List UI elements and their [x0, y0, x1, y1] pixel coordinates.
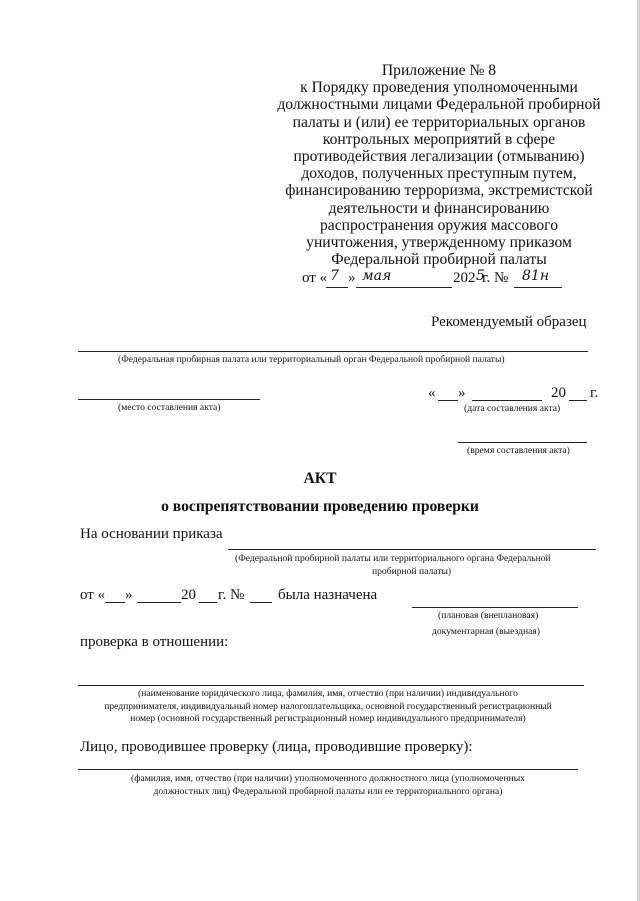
order-row-assigned: была назначена	[278, 587, 378, 603]
appendix-line: деятельности и финансированию	[328, 199, 550, 217]
inspector-line	[78, 769, 578, 770]
order-row-year-line	[199, 602, 217, 603]
order-row-century: 20	[181, 587, 196, 603]
order-month-handwritten: мая	[362, 268, 392, 284]
appendix-line: к Порядку проведения уполномоченными	[300, 79, 578, 97]
date-year-line	[569, 400, 587, 401]
org-caption: (Федеральная пробирная палата или территориальный орган Федеральной пробирной палаты)	[118, 354, 505, 365]
subject-caption-line: номер (основной государственный регистрационный номер индивидуального предпринимателя)	[130, 713, 526, 724]
order-day-handwritten: 7	[330, 268, 339, 284]
act-title: АКТ	[303, 470, 337, 487]
appendix-line: распространения оружия массового	[320, 216, 558, 234]
date-year-suffix: г.	[590, 385, 599, 401]
order-number-handwritten: 81н	[522, 268, 550, 284]
inspection-type-caption-1: (плановая (внеплановая)	[438, 610, 539, 621]
order-year-digit-handwritten: 5	[476, 268, 485, 284]
date-open-quote: «	[428, 385, 436, 401]
appendix-line: должностными лицами Федеральной пробирной	[277, 96, 601, 114]
appendix-line: противодействия легализации (отмыванию)	[293, 148, 585, 166]
basis-line	[228, 549, 596, 550]
appendix-line: палаты и (или) ее территориальных органов	[292, 113, 586, 131]
order-close-quote: »	[348, 270, 356, 286]
order-year-suffix: г. №	[482, 270, 509, 286]
inspection-type-caption-2: документарная (выездная)	[432, 626, 540, 637]
place-caption: (место составления акта)	[118, 402, 221, 413]
order-day-underline	[326, 287, 348, 288]
subject-caption-line: предпринимателя, индивидуальный номер налогоплательщика, основной государственный регистрационный	[104, 700, 552, 712]
date-day-line	[438, 400, 458, 401]
date-close-quote: »	[458, 385, 466, 401]
appendix-line: Федеральной пробирной палаты	[331, 251, 547, 269]
time-line	[458, 442, 587, 443]
date-caption: (дата составления акта)	[464, 403, 561, 414]
order-row-from: от «	[80, 587, 106, 603]
appendix-number: Приложение № 8	[381, 62, 497, 79]
recommended-sample: Рекомендуемый образец	[431, 314, 587, 330]
time-caption: (время составления акта)	[467, 445, 570, 456]
appendix-line: финансированию терроризма, экстремистской	[285, 182, 593, 200]
order-row-day-line	[105, 602, 125, 603]
subject-caption-line: (наименование юридического лица, фамилия, имя, отчество (при наличии) индивидуального	[138, 688, 518, 699]
basis-caption-line2: пробирной палаты)	[372, 566, 452, 577]
date-month-line	[472, 400, 542, 401]
subject-label: проверка в отношении:	[80, 634, 229, 650]
order-row-month-line	[137, 602, 181, 603]
order-row-close-quote: »	[125, 587, 133, 603]
appendix-line: уничтожения, утвержденному приказом	[306, 234, 572, 252]
subject-line	[78, 685, 584, 686]
order-month-underline	[356, 287, 452, 288]
appendix-line: контрольных мероприятий в сфере	[322, 130, 556, 148]
inspection-type-line	[412, 607, 578, 608]
order-row-number-label: г. №	[218, 587, 245, 603]
org-line	[78, 351, 588, 352]
act-subtitle: о воспрепятствовании проведению проверки	[161, 498, 479, 515]
date-century: 20	[551, 385, 566, 401]
order-number-underline	[514, 287, 562, 288]
inspector-caption	[0, 773, 640, 798]
subject-caption	[0, 688, 640, 726]
inspector-caption-line: (фамилия, имя, отчество (при наличии) уполномоченного должностного лица (уполномоченных	[131, 773, 525, 784]
inspector-label: Лицо, проводившее проверку (лица, проводившие проверку):	[80, 739, 473, 755]
appendix-header	[270, 62, 608, 268]
order-row-number-line	[250, 602, 272, 603]
inspector-caption-line: должностных лиц) Федеральной пробирной палаты или ее территориального органа)	[153, 785, 503, 797]
order-year-prefix: 202	[453, 270, 476, 286]
place-line	[78, 399, 260, 400]
appendix-line: доходов, полученных преступным путем,	[301, 165, 577, 183]
basis-label: На основании приказа	[80, 526, 223, 542]
basis-caption-line1: (Федеральной пробирной палаты или территориального органа Федеральной	[235, 553, 551, 564]
order-prefix: от «	[302, 270, 328, 286]
